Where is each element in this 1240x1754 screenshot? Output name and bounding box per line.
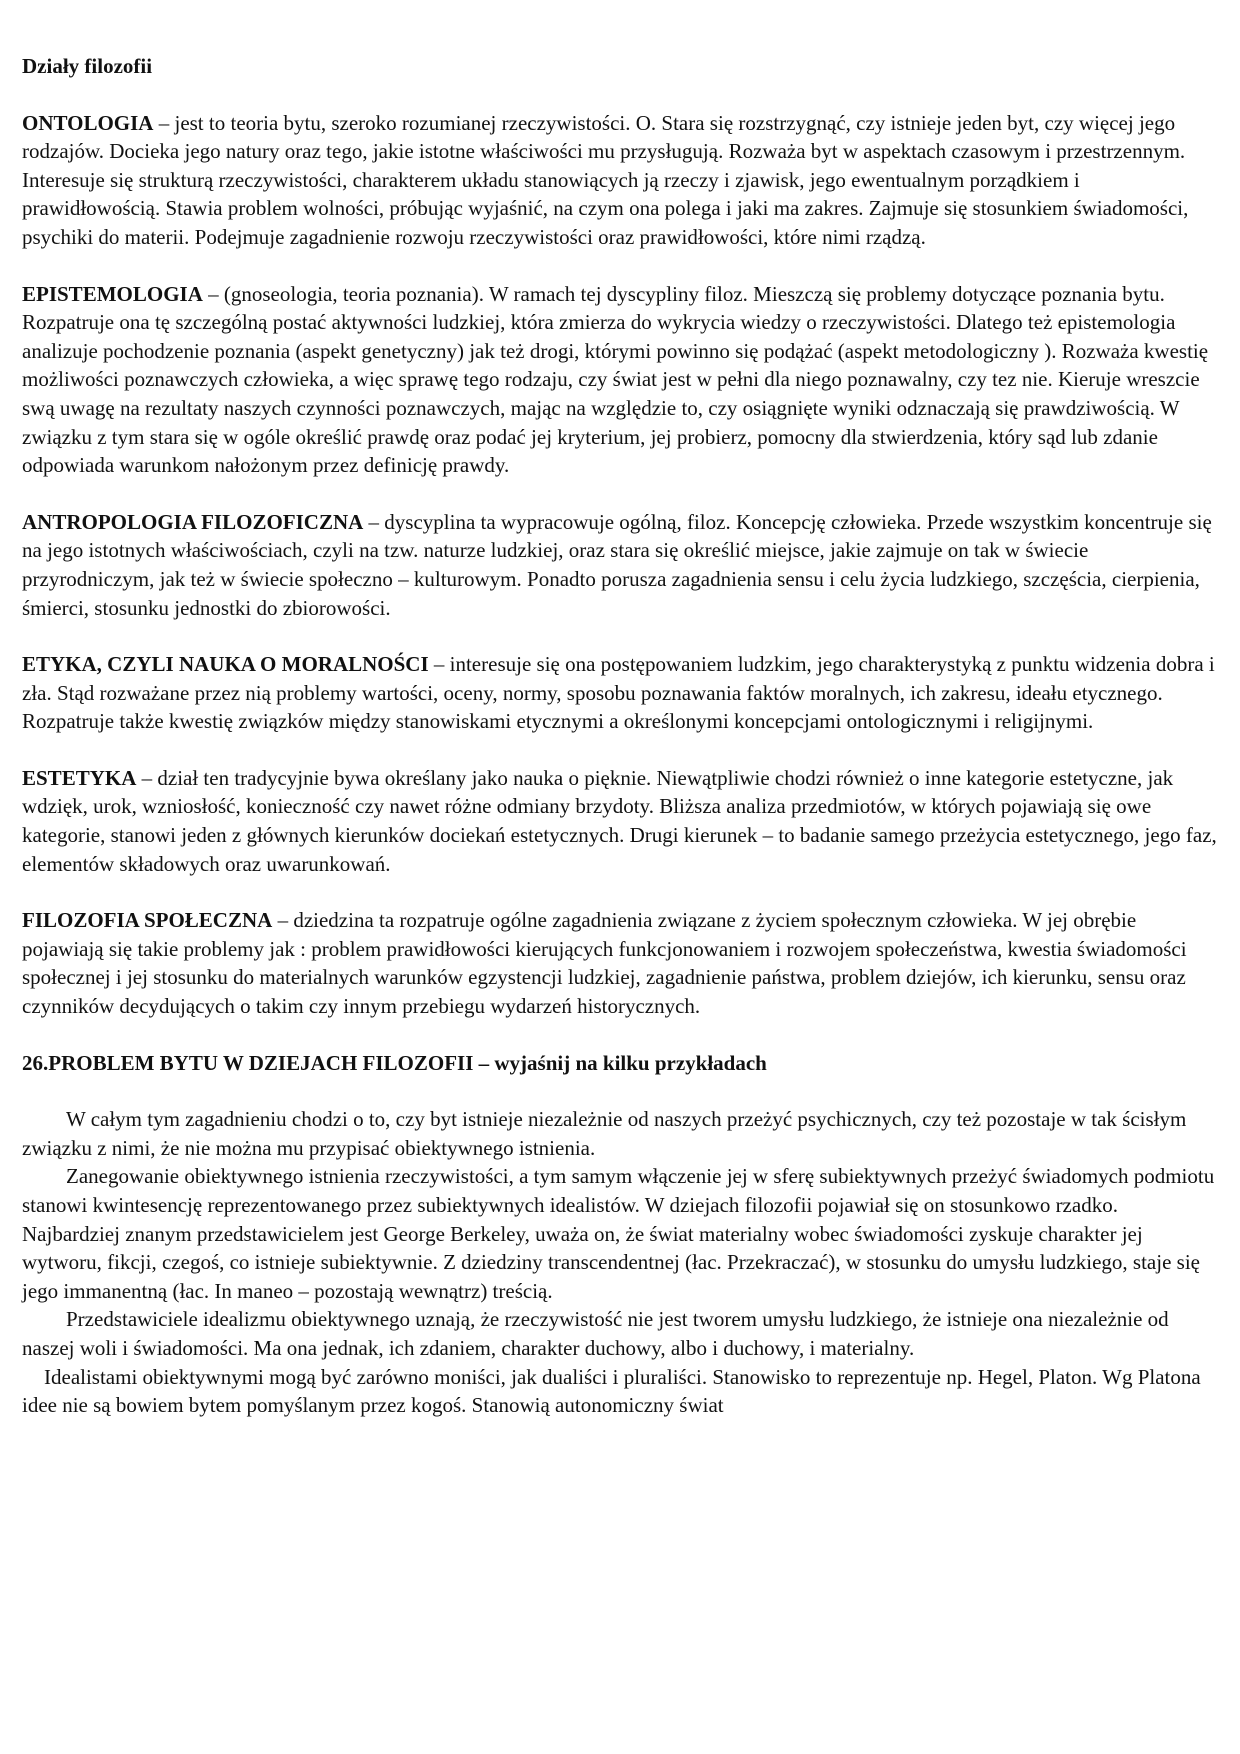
section-filozofia-spoleczna — [22, 906, 1218, 1020]
body-paragraph: Zanegowanie obiektywnego istnienia rzeczywistości, a tym samym włączenie jej w sferę subiektywnych przeżyć świadomych podmiotu stanowi kwintesencję reprezentowanego przez subiektywnych idealistów. W dziejach filozofii pojawiał się on stosunkowo rzadko. Najbardziej znanym przedstawicielem jest George Berkeley, uważa on, że świat materialny wobec świadomości zyskuje charakter jej wytworu, fikcji, czegoś, co istnieje subiektywnie. Z dziedziny transcendentnej (łac. Przekraczać), w stosunku do umysłu ludzkiego, staje się jego immanentną (łac. In maneo – pozostają wewnątrz) treścią. — [22, 1164, 1215, 1303]
section-epistemologia — [22, 280, 1218, 480]
section-term: ESTETYKA — [22, 765, 137, 790]
section-text: – jest to teoria bytu, szeroko rozumianej rzeczywistości. O. Stara się rozstrzygnąć, czy istnieje jeden byt, czy więcej jego rodzajów. Docieka jego natury oraz tego, jakie istotne właściwości mu przysługują. Rozważa byt w aspektach czasowym i przestrzennym. Interesuje się strukturą rzeczywistości, charakterem układu stanowiących ją rzeczy i zjawisk, jego ewentualnym porządkiem i prawidłowością. Stawia problem wolności, próbując wyjaśnić, na czym ona polega i jaki ma zakres. Zajmuje się stosunkiem świadomości, psychiki do materii. Podejmuje zagadnienie rozwoju rzeczywistości oraz prawidłowości, które nimi rządzą. — [22, 110, 1189, 249]
section-term: EPISTEMOLOGIA — [22, 281, 203, 306]
document-title: Działy filozofii — [22, 54, 153, 78]
section-text: – dział ten tradycyjnie bywa określany jako nauka o pięknie. Niewątpliwie chodzi również o inne kategorie estetyczne, jak wdzięk, urok, wzniosłość, konieczność czy nawet różne odmiany brzydoty. Bliższa analiza przedmiotów, w których pojawiają się owe kategorie, stanowi jeden z głównych kierunków dociekań estetycznych. Drugi kierunek – to badanie samego przeżycia estetycznego, jego faz, elementów składowych oraz uwarunkowań. — [22, 765, 1217, 876]
section-term: ANTROPOLOGIA FILOZOFICZNA — [22, 509, 364, 534]
document-page — [22, 52, 1218, 1420]
section-estetyka — [22, 764, 1218, 878]
question-heading: 26.PROBLEM BYTU W DZIEJACH FILOZOFII – wyjaśnij na kilku przykładach — [22, 1050, 767, 1075]
body-paragraph: W całym tym zagadnieniu chodzi o to, czy byt istnieje niezależnie od naszych przeżyć psychicznych, czy też pozostaje w tak ścisłym związku z nimi, że nie można mu przypisać obiektywnego istnienia. — [22, 1107, 1187, 1160]
body-paragraph: Przedstawiciele idealizmu obiektywnego uznają, że rzeczywistość nie jest tworem umysłu ludzkiego, że istnieje ona niezależnie od naszej woli i świadomości. Ma ona jednak, ich zdaniem, charakter duchowy, albo i duchowy, i materialny. — [22, 1307, 1169, 1360]
section-etyka — [22, 650, 1218, 736]
section-text: – interesuje się ona postępowaniem ludzkim, jego charakterystyką z punktu widzenia dobra i zła. Stąd rozważane przez nią problemy wartości, oceny, normy, sposobu poznawania faktów moralnych, ich zakresu, ideału etycznego. Rozpatruje także kwestię związków między stanowiskami etycznymi a określonymi koncepcjami ontologicznymi i religijnymi. — [22, 652, 1215, 734]
section-antropologia — [22, 508, 1218, 622]
section-term: FILOZOFIA SPOŁECZNA — [22, 908, 273, 933]
body-paragraph: Idealistami obiektywnymi mogą być zarówno moniści, jak dualiści i pluraliści. Stanowisko to reprezentuje np. Hegel, Platon. Wg Platona idee nie są bowiem bytem pomyślanym przez kogoś. Stanowią autonomiczny świat — [22, 1364, 1201, 1418]
section-text: – dyscyplina ta wypracowuje ogólną, filoz. Koncepcję człowieka. Przede wszystkim koncentruje się na jego istotnych właściwościach, czyli na tzw. naturze ludzkiej, oraz stara się określić miejsce, jakie zajmuje on tak w świecie przyrodniczym, jak też w świecie społeczno – kulturowym. Ponadto porusza zagadnienia sensu i celu życia ludzkiego, szczęścia, cierpienia, śmierci, stosunku jednostki do zbiorowości. — [22, 509, 1212, 620]
section-ontologia — [22, 109, 1218, 252]
section-text: – (gnoseologia, teoria poznania). W ramach tej dyscypliny filoz. Mieszczą się problemy dotyczące poznania bytu. Rozpatruje ona tę szczególną postać aktywności ludzkiej, która zmierza do wykrycia wiedzy o rzeczywistości. Dlatego też epistemologia analizuje pochodzenie poznania (aspekt genetyczny) jak też drogi, którymi powinno się podążać (aspekt metodologiczny ). Rozważa kwestię możliwości poznawczych człowieka, a więc sprawę tego rodzaju, czy świat jest w pełni dla niego poznawalny, czy tez nie. Kieruje wreszcie swą uwagę na rezultaty naszych czynności poznawczych, mając na względzie to, czy osiągnięte wyniki odznaczają się prawdziwością. W związku z tym stara się w ogóle określić prawdę oraz podać jej kryterium, jej probierz, pomocny dla stwierdzenia, który sąd lub zdanie odpowiada warunkom nałożonym przez definicję prawdy. — [22, 281, 1209, 478]
section-term: ONTOLOGIA — [22, 110, 154, 135]
section-term: ETYKA, CZYLI NAUKA O MORALNOŚCI — [22, 652, 429, 677]
section-text: – dziedzina ta rozpatruje ogólne zagadnienia związane z życiem społecznym człowieka. W jej obrębie pojawiają się takie problemy jak : problem prawidłowości kierujących funkcjonowaniem i rozwojem społeczeństwa, kwestia świadomości społecznej i jej stosunku do materialnych warunków egzystencji ludzkiej, zagadnienie państwa, problem dziejów, ich kierunku, sensu oraz czynników decydujących o takim czy innym przebiegu wydarzeń historycznych. — [22, 908, 1187, 1019]
